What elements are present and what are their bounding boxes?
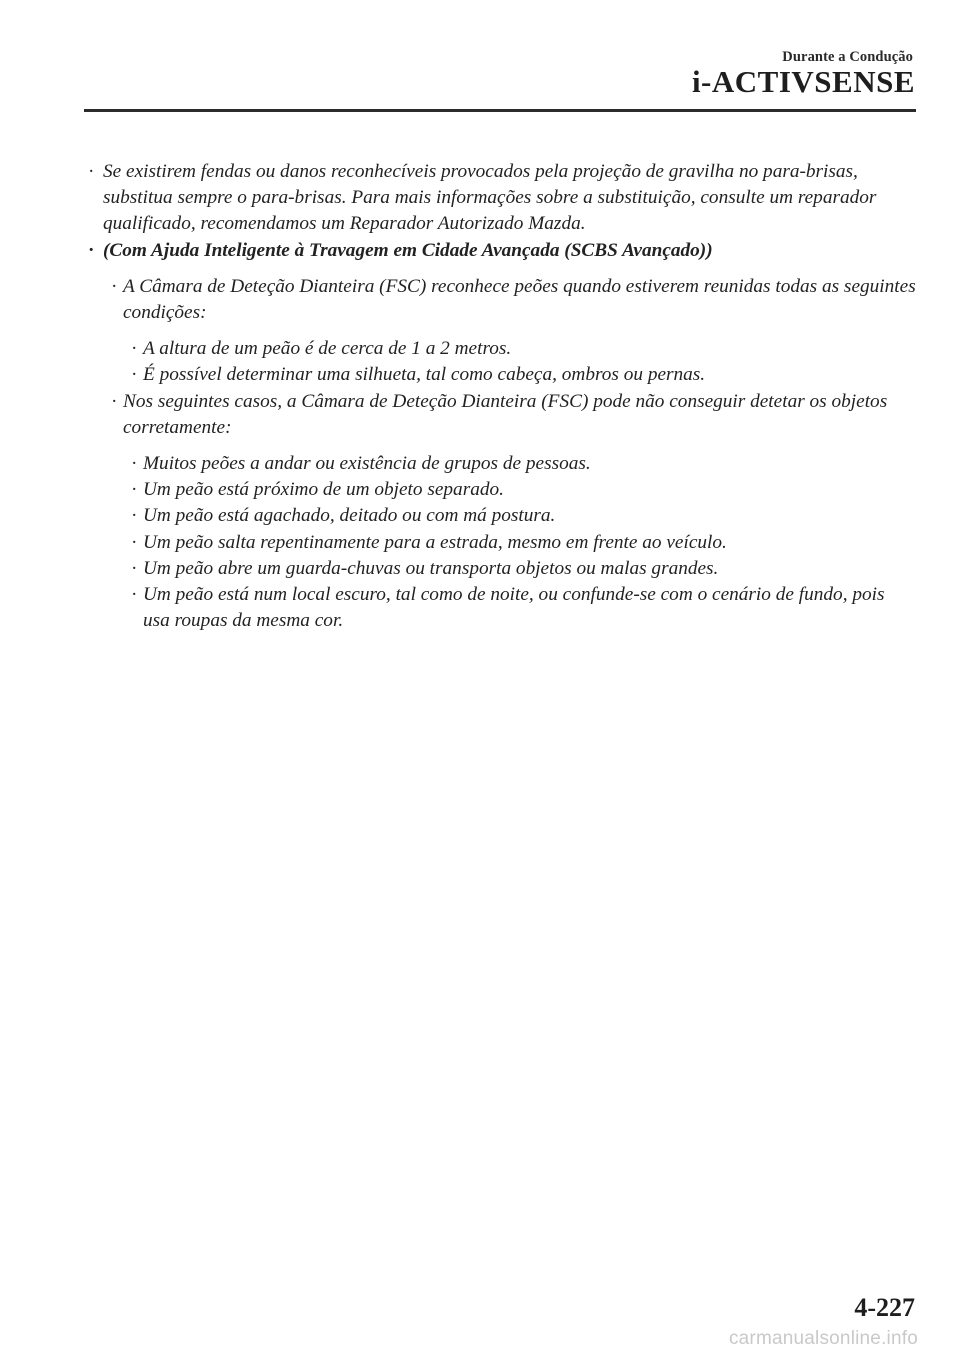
- bullet-icon: ·: [131, 531, 138, 553]
- item-text: Muitos peões a andar ou existência de grupos de pessoas.: [143, 453, 591, 475]
- item-text: (Com Ajuda Inteligente à Travagem em Cidade Avançada (SCBS Avançado)): [103, 239, 713, 261]
- watermark: carmanualsonline.info: [728, 1328, 918, 1349]
- item-text: Se existirem fendas ou danos reconhecíveis provocados pela projeção de gravilha no para-brisas, substitua sempre o para-brisas. Para mais informações sobre a substituição, consulte um reparador qualificado, recomendamos um Reparador Autorizado Mazda.: [103, 161, 877, 235]
- bullet-icon: ·: [131, 557, 138, 579]
- bullet-icon: ·: [131, 479, 138, 501]
- bullet-icon: ·: [131, 584, 138, 606]
- bullet-icon: ·: [88, 239, 95, 261]
- item-text: É possível determinar uma silhueta, tal como cabeça, ombros ou pernas.: [143, 364, 706, 386]
- bullet-icon: ·: [88, 161, 95, 182]
- bullet-icon: ·: [131, 364, 138, 386]
- bullet-icon: ·: [111, 275, 118, 297]
- item-text: A altura de um peão é de cerca de 1 a 2 metros.: [143, 338, 512, 360]
- list-item: [0, 274, 916, 326]
- list-item: [0, 503, 916, 529]
- chapter-name: Durante a Condução: [782, 49, 913, 65]
- header-divider: [84, 109, 916, 112]
- bullet-icon: ·: [111, 390, 118, 412]
- list-item: [0, 530, 916, 556]
- item-text: Um peão está próximo de um objeto separado.: [143, 479, 504, 501]
- list-item: [0, 477, 916, 503]
- list-item: [0, 451, 916, 477]
- bullet-icon: ·: [131, 453, 138, 475]
- section-title: i-ACTIVSENSE: [691, 64, 915, 99]
- list-item: [0, 582, 916, 634]
- bullet-icon: ·: [131, 505, 138, 527]
- item-text: A Câmara de Deteção Dianteira (FSC) reconhece peões quando estiverem reunidas todas as seguintes condições:: [123, 275, 916, 324]
- list-item: [0, 389, 916, 441]
- bullet-icon: ·: [131, 338, 138, 360]
- page-number: 4-227: [854, 1293, 915, 1322]
- item-text: Um peão está num local escuro, tal como de noite, ou confunde-se com o cenário de fundo, pois usa roupas da mesma cor.: [143, 584, 885, 632]
- list-item-heading: [0, 238, 916, 264]
- list-item: [0, 362, 916, 388]
- item-text: Um peão salta repentinamente para a estrada, mesmo em frente ao veículo.: [143, 531, 727, 553]
- list-item: [0, 336, 916, 362]
- list-item: [0, 159, 916, 238]
- page-content: [0, 159, 960, 634]
- item-text: Um peão abre um guarda-chuvas ou transporta objetos ou malas grandes.: [143, 557, 719, 579]
- item-text: Nos seguintes casos, a Câmara de Deteção Dianteira (FSC) pode não conseguir detetar os objetos corretamente:: [123, 390, 888, 438]
- list-item: [0, 556, 916, 582]
- item-text: Um peão está agachado, deitado ou com má postura.: [143, 505, 556, 527]
